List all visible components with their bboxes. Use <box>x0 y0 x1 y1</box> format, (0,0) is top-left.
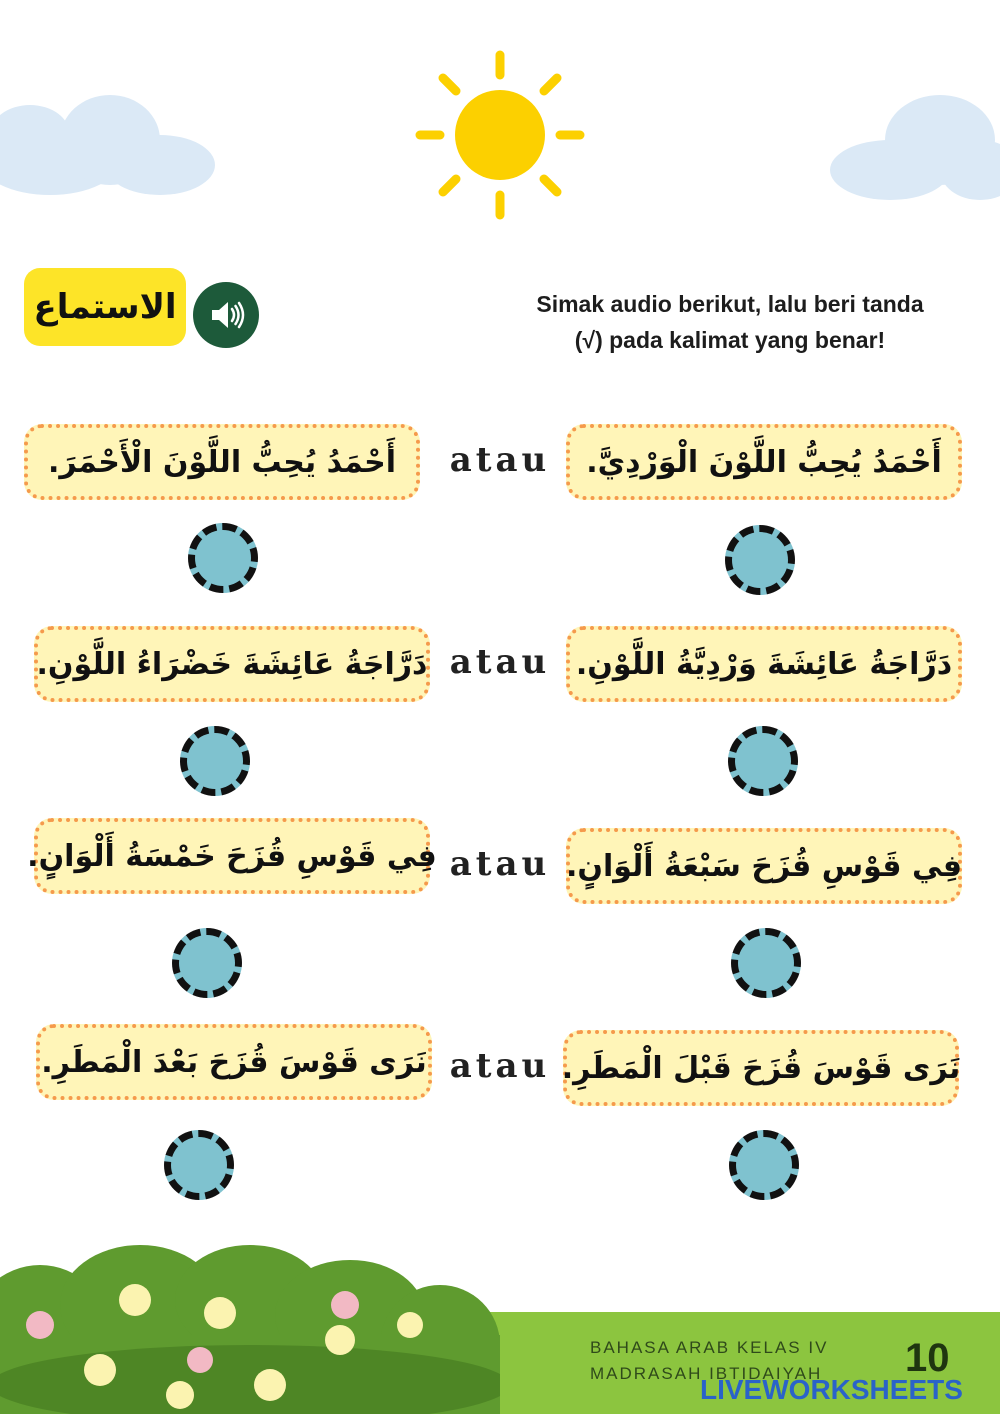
instruction-line-1: Simak audio berikut, lalu beri tanda <box>536 291 924 317</box>
footer-line-2: MADRASAH IBTIDAIYAH <box>590 1364 823 1383</box>
q4-atau-label: atau <box>449 1046 551 1086</box>
q1-option-right[interactable]: أَحْمَدُ يُحِبُّ اللَّوْنَ الْوَرْدِيَّ. <box>566 424 962 500</box>
q1-left-checkbox[interactable] <box>188 523 258 593</box>
q2-left-checkbox[interactable] <box>180 726 250 796</box>
q2-atau-label: atau <box>449 642 551 682</box>
q3-right-checkbox[interactable] <box>731 928 801 998</box>
instruction-line-2: (√) pada kalimat yang benar! <box>574 327 886 353</box>
q1-atau-label: atau <box>449 440 551 480</box>
q2-option-right[interactable]: دَرَّاجَةُ عَائِشَةَ وَرْدِيَّةُ اللَّوْنِ. <box>566 626 962 702</box>
q2-option-left[interactable]: دَرَّاجَةُ عَائِشَةَ خَضْرَاءُ اللَّوْنِ. <box>34 626 430 702</box>
speaker-icon <box>206 295 246 335</box>
q3-left-checkbox[interactable] <box>172 928 242 998</box>
page-number: 10 <box>905 1336 950 1380</box>
q3-atau-label: atau <box>449 844 551 884</box>
q3-option-left[interactable]: فِي قَوْسِ قُزَحَ خَمْسَةُ أَلْوَانٍ. <box>34 818 430 894</box>
instruction-text <box>480 286 980 358</box>
q2-right-checkbox[interactable] <box>728 726 798 796</box>
q4-option-right[interactable]: نَرَى قَوْسَ قُزَحَ قَبْلَ الْمَطَرِ. <box>563 1030 959 1106</box>
cloud-left-icon <box>0 80 230 200</box>
q1-option-left[interactable]: أَحْمَدُ يُحِبُّ اللَّوْنَ الْأَحْمَرَ. <box>24 424 420 500</box>
q1-right-checkbox[interactable] <box>725 525 795 595</box>
flower-bush-icon <box>0 1245 500 1414</box>
sun-icon <box>410 45 590 225</box>
q3-option-right[interactable]: فِي قَوْسِ قُزَحَ سَبْعَةُ أَلْوَانٍ. <box>566 828 962 904</box>
audio-play-button[interactable] <box>193 282 259 348</box>
footer-line-1: BAHASA ARAB KELAS IV <box>590 1338 829 1357</box>
q4-right-checkbox[interactable] <box>729 1130 799 1200</box>
cloud-right-icon <box>830 85 1000 205</box>
q4-left-checkbox[interactable] <box>164 1130 234 1200</box>
section-title-badge: الاستماع <box>24 268 186 346</box>
liveworksheets-watermark[interactable]: LIVEWORKSHEETS <box>700 1374 963 1405</box>
q4-option-left[interactable]: نَرَى قَوْسَ قُزَحَ بَعْدَ الْمَطَرِ. <box>36 1024 432 1100</box>
